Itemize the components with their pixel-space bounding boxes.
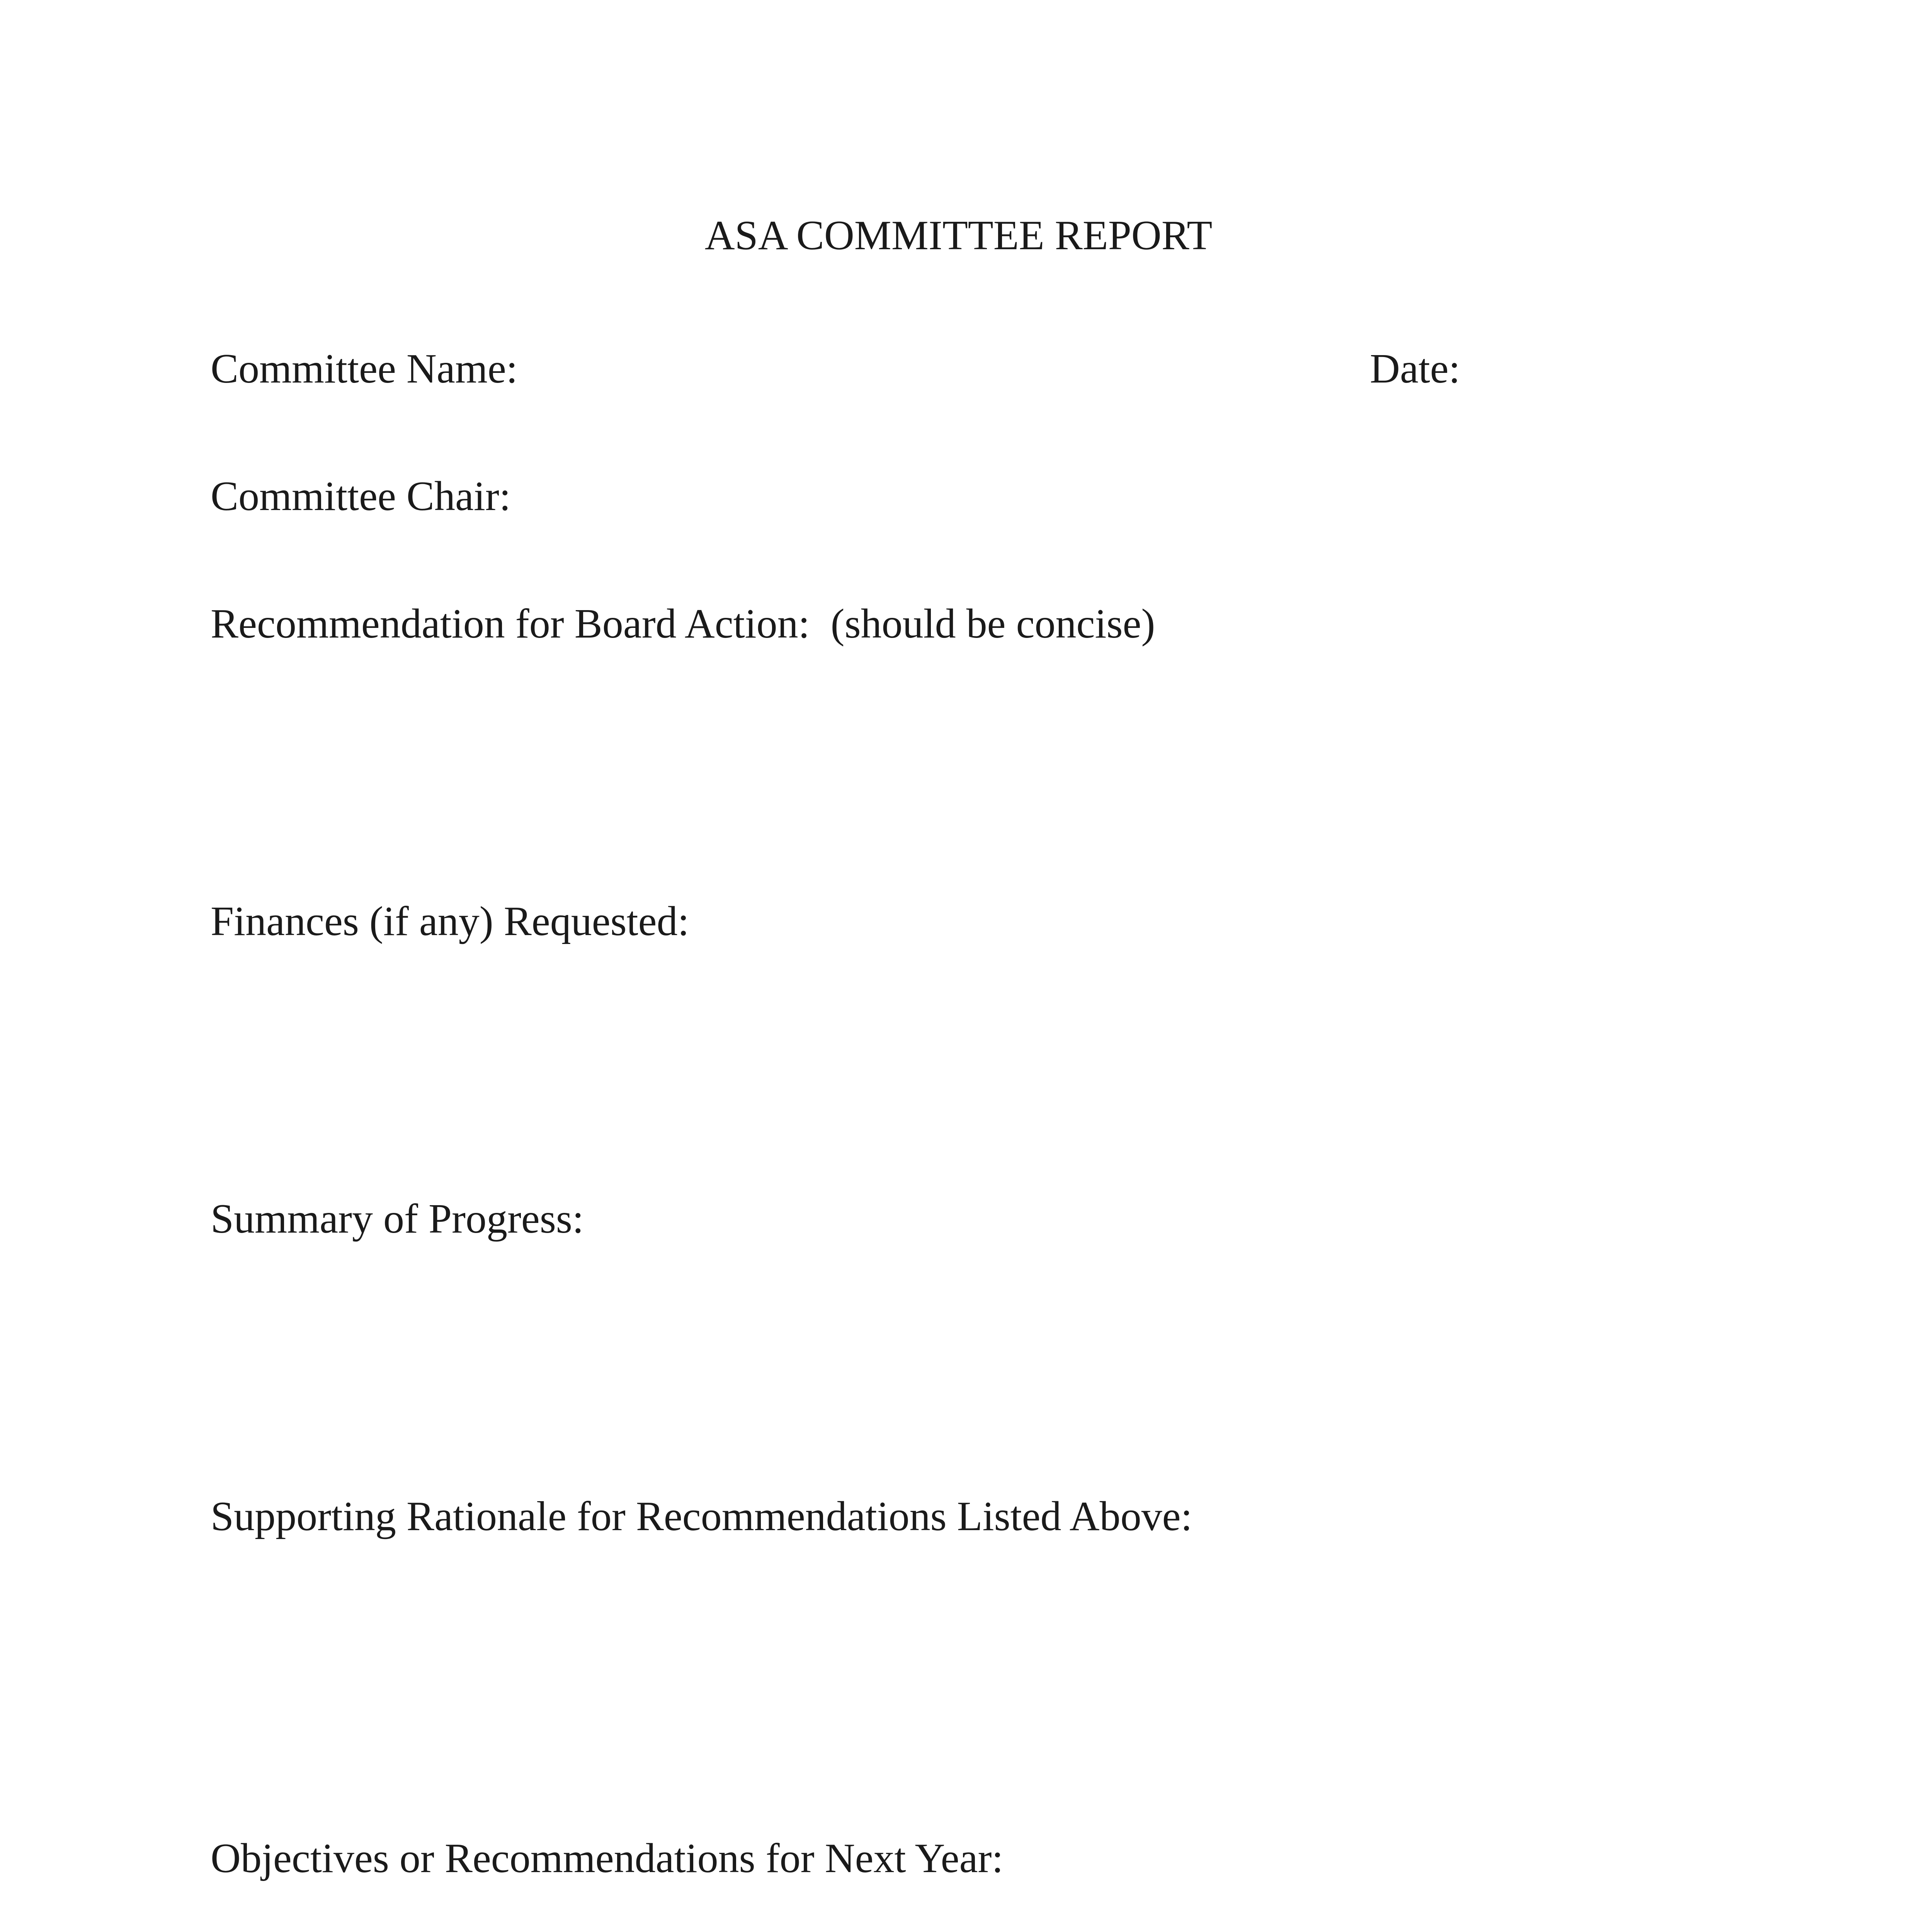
recommendation-row xyxy=(211,599,1155,649)
report-title: ASA COMMITTEE REPORT xyxy=(704,213,1213,259)
finances-label: Finances (if any) Requested: xyxy=(211,898,689,944)
objectives-label: Objectives or Recommendations for Next Year: xyxy=(211,1835,1004,1881)
rationale-label: Supporting Rationale for Recommendations Listed Above: xyxy=(211,1493,1192,1539)
summary-label: Summary of Progress: xyxy=(211,1196,584,1242)
committee-name-label: Committee Name: xyxy=(211,346,518,392)
label-gap xyxy=(810,601,831,647)
recommendation-note: (should be concise) xyxy=(830,601,1155,647)
committee-chair-label: Committee Chair: xyxy=(211,473,511,519)
recommendation-label: Recommendation for Board Action: xyxy=(211,601,810,647)
date-label: Date: xyxy=(1370,346,1460,392)
